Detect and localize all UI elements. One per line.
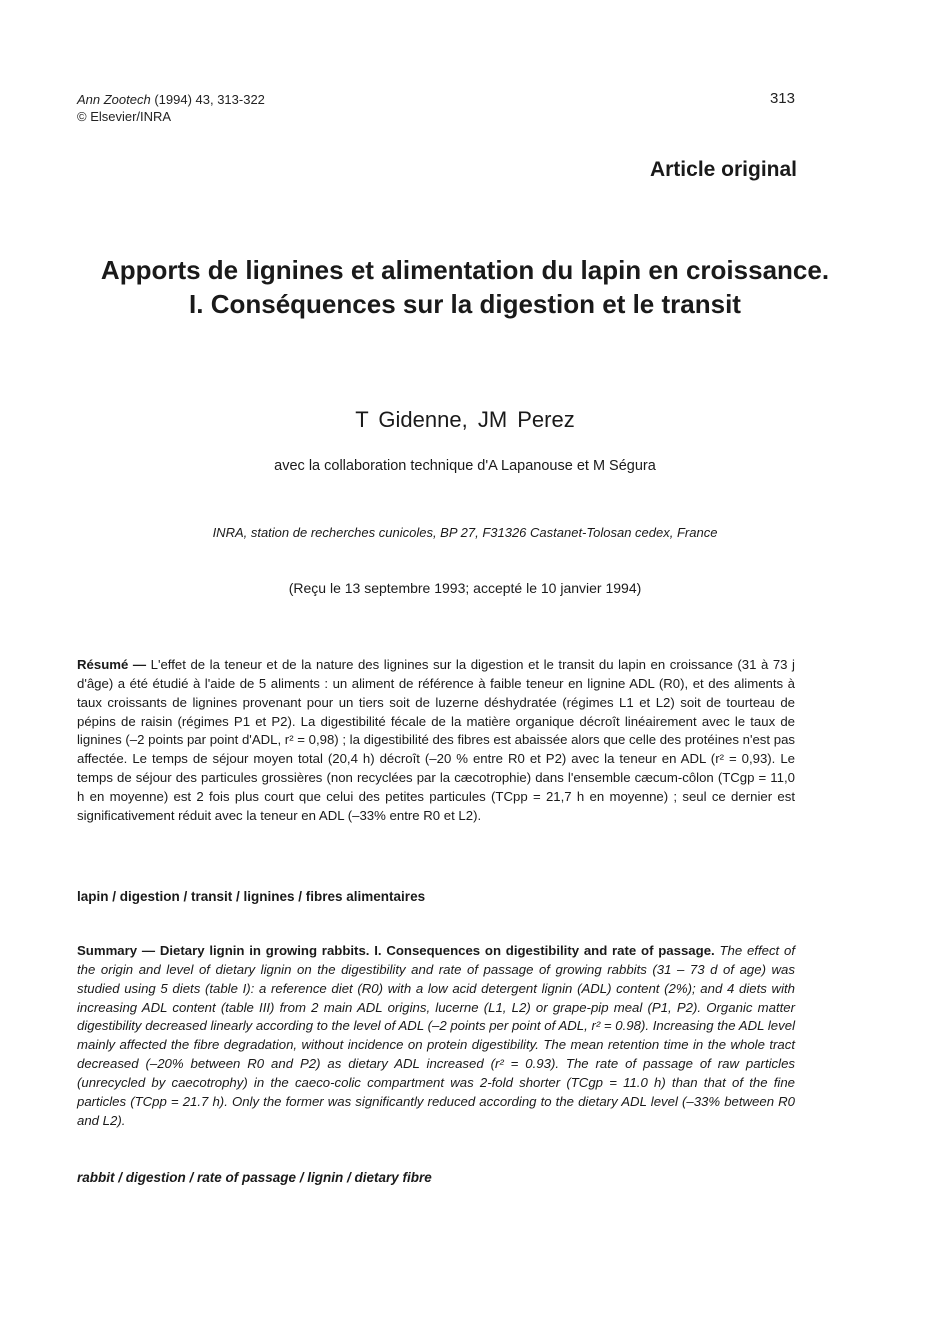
journal-name: Ann Zootech xyxy=(77,92,151,107)
citation-details: (1994) 43, 313-322 xyxy=(150,92,265,107)
resume-label: Résumé — xyxy=(77,657,147,672)
summary-label: Summary — Dietary lignin in growing rabbits. I. Consequences on digestibility and rate of passage. xyxy=(77,943,715,958)
running-head xyxy=(77,91,265,125)
keywords-french: lapin / digestion / transit / lignines / fibres alimentaires xyxy=(77,889,426,904)
copyright-line: © Elsevier/INRA xyxy=(77,109,172,124)
authors: T Gidenne, JM Perez xyxy=(355,407,575,432)
summary-text: The effect of the origin and level of dietary lignin on the digestibility and rate of passage of growing rabbits (31 – 73 d of age) was studied using 5 diets (table I): a reference diet (R0) with a low acid detergent lignin (ADL) content (2%); and 4 diets with increasing ADL content (table III) from 2 main ADL origins, lucerne (L1, L2) or grape-pip meal (P1, P2). Organic matter digestibility decreased linearly according to the level of ADL (–2 points per point of ADL, r² = 0.98). Increasing the ADL level mainly affected the fibre degradation, without incidence on protein digestibility. The mean retention time in the whole tract decreased (–20% between R0 and P2) as dietary ADL increased (r² = 0.93). The rate of passage of raw particles (unrecycled by caecotrophy) in the caeco-colic compartment was 2-fold shorter (TCgp = 11.0 h) than that of the fine particles (TCpp = 21.7 h). Only the former was significantly reduced according to the dietary ADL level (–33% between R0 and L2). xyxy=(77,943,795,1128)
keywords-english: rabbit / digestion / rate of passage / lignin / dietary fibre xyxy=(77,1170,432,1185)
summary-paragraph xyxy=(77,942,795,1130)
resume-paragraph xyxy=(77,656,795,826)
collaboration-note: avec la collaboration technique d'A Lapanouse et M Ségura xyxy=(274,458,656,474)
page-number: 313 xyxy=(769,90,795,107)
received-dates: (Reçu le 13 septembre 1993; accepté le 10 janvier 1994) xyxy=(288,580,642,596)
resume-text: L'effet de la teneur et de la nature des lignines sur la digestion et le transit du lapin en croissance (31 à 73 j d'âge) a été étudié à l'aide de 5 aliments : un aliment de référence à faible teneur en lignine ADL (R0), et des aliments à taux croissants de lignines provenant pour un tiers soit de luzerne déshydratée (régimes L1 et L2) soit de tourteau de pépins de raisin (régimes P1 et P2). La digestibilité fécale de la matière organique décroît linéairement avec le taux de lignines (–2 points par point d'ADL, r² = 0,98) ; la digestibilité des fibres est abaissée alors que celle des protéines n'est pas affectée. Le temps de séjour moyen total (20,4 h) décroît (–20 % entre R0 et P2) avec la teneur en ADL (r² = 0,93). Le temps de séjour des particules grossières (non recyclées par la cæcotrophie) dans l'ensemble cæcum-côlon (TCgp = 11,0 h en moyenne) est 2 fois plus court que celui des petites particules (TCpp = 21,7 h en moyenne) ; seul ce dernier est significativement réduit avec la teneur en ADL (–33% entre R0 et L2). xyxy=(77,657,795,823)
article-type: Article original xyxy=(649,158,797,181)
citation-line xyxy=(77,91,265,108)
article-title: Apports de lignines et alimentation du lapin en croissance. I. Conséquences sur la digestion et le transit xyxy=(100,255,830,319)
affiliation: INRA, station de recherches cunicoles, BP 27, F31326 Castanet-Tolosan cedex, France xyxy=(212,525,718,540)
